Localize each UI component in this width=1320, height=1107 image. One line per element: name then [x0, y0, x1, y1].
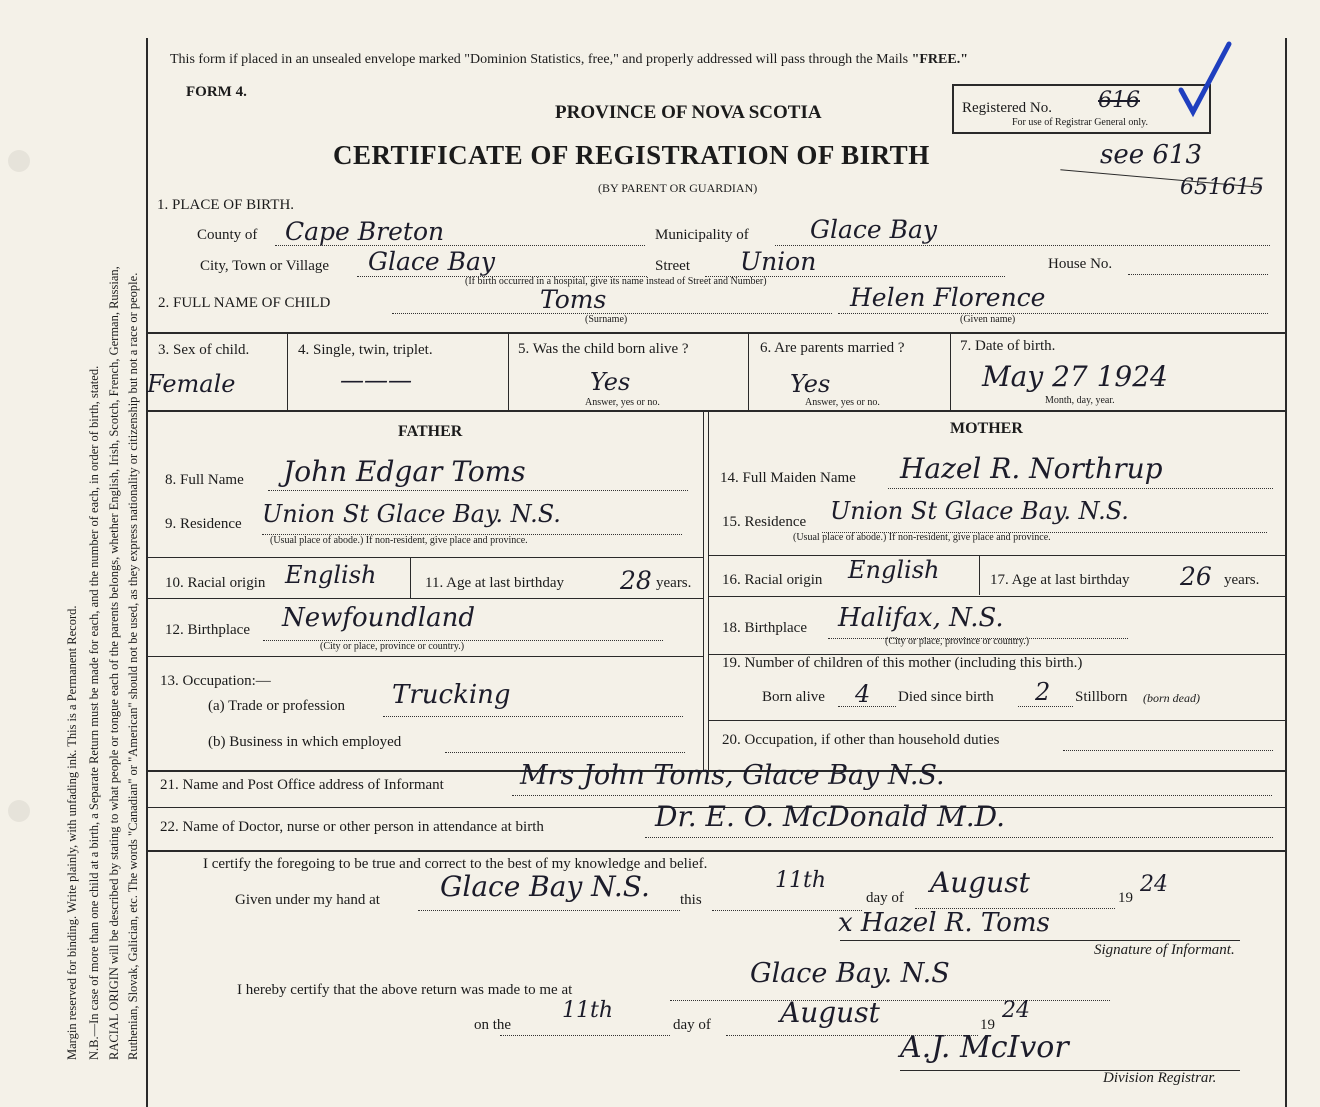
- reference-number: 651615: [1180, 175, 1264, 200]
- father-row-rule: [148, 557, 703, 558]
- house-number-label: House No.: [1048, 256, 1113, 272]
- mother-occupation-line: [1063, 750, 1273, 751]
- municipality-label: Municipality of: [655, 227, 749, 243]
- mother-name-line: [888, 488, 1273, 489]
- col-divider: [950, 332, 951, 412]
- registrar-statement: I hereby certify that the above return was made to me at: [237, 982, 573, 998]
- father-birthplace-value: Newfoundland: [282, 603, 476, 633]
- married-caption: Answer, yes or no.: [805, 397, 880, 408]
- place-of-birth-label: 1. PLACE OF BIRTH.: [157, 197, 295, 213]
- stillborn-caption: (born dead): [1143, 691, 1200, 705]
- registrar-signature-caption: Division Registrar.: [1103, 1070, 1217, 1086]
- registered-number: 616: [1098, 88, 1140, 113]
- county-label: County of: [197, 227, 258, 243]
- died-count: 2: [1035, 678, 1051, 706]
- parents-divider: [708, 412, 709, 772]
- informant-signature-line: [840, 940, 1240, 941]
- registrar-day-value: 11th: [562, 998, 614, 1023]
- given-under-label: Given under my hand at: [235, 892, 380, 908]
- died-label: Died since birth: [898, 689, 994, 705]
- informant-signature-caption: Signature of Informant.: [1094, 942, 1235, 958]
- margin-note-binding: Margin reserved for binding. Write plainly, with unfading ink. This is a Permanent Record.: [65, 605, 79, 1060]
- father-racial-value: English: [285, 561, 377, 589]
- dob-label: 7. Date of birth.: [960, 338, 1056, 354]
- born-alive-label: 5. Was the child born alive ?: [518, 341, 689, 357]
- mail-notice: This form if placed in an unsealed envelope marked "Dominion Statistics, free," and properly addressed will pass through the Mails "FREE.": [170, 52, 968, 67]
- mother-residence-value: Union St Glace Bay. N.S.: [830, 497, 1129, 525]
- father-age-label: 11. Age at last birthday: [425, 575, 564, 591]
- mother-row-rule: [708, 720, 1285, 721]
- died-line: [1018, 706, 1073, 707]
- registrar-day-of-label: day of: [673, 1017, 711, 1033]
- given-name-field-line: [838, 313, 1268, 314]
- mother-birthplace-value: Halifax, N.S.: [838, 603, 1004, 633]
- mother-years-label: years.: [1224, 572, 1260, 588]
- father-name-label: 8. Full Name: [165, 472, 244, 488]
- father-row-rule: [148, 598, 703, 599]
- father-trade-label: (a) Trade or profession: [208, 698, 346, 714]
- street-value: Union: [740, 247, 817, 276]
- child-name-label: 2. FULL NAME OF CHILD: [158, 295, 331, 311]
- given-year-prefix: 19: [1118, 890, 1133, 906]
- registrar-day-line: [500, 1035, 670, 1036]
- mother-name-value: Hazel R. Northrup: [900, 452, 1163, 485]
- sex-value: Female: [147, 370, 236, 398]
- registrar-year-prefix: 19: [980, 1017, 995, 1033]
- frame-left-rule: [146, 38, 148, 1107]
- registrar-year-value: 24: [1002, 998, 1030, 1023]
- mother-row-rule: [708, 596, 1285, 597]
- frame-right-rule: [1285, 38, 1287, 1107]
- registrar-place-value: Glace Bay. N.S: [750, 958, 950, 989]
- father-racial-label: 10. Racial origin: [165, 575, 266, 591]
- mother-children-label: 19. Number of children of this mother (including this birth.): [722, 655, 1083, 671]
- informant-signature: x Hazel R. Toms: [838, 908, 1050, 938]
- child-surname: Toms: [540, 285, 607, 314]
- hospital-note: (If birth occurred in a hospital, give its name instead of Street and Number): [465, 276, 767, 287]
- certificate-title: CERTIFICATE OF REGISTRATION OF BIRTH: [333, 140, 930, 170]
- col-divider: [748, 332, 749, 412]
- plurality-value: ———: [340, 366, 412, 394]
- father-name-line: [268, 490, 688, 491]
- mother-racial-label: 16. Racial origin: [722, 572, 823, 588]
- municipality-field-line: [775, 245, 1270, 246]
- mother-name-label: 14. Full Maiden Name: [720, 470, 856, 486]
- surname-caption: (Surname): [585, 314, 628, 325]
- given-place-line: [418, 910, 680, 911]
- dob-caption: Month, day, year.: [1045, 395, 1115, 406]
- given-month-value: August: [930, 866, 1030, 899]
- city-value: Glace Bay: [368, 247, 496, 276]
- form-number: FORM 4.: [186, 84, 247, 100]
- given-name-caption: (Given name): [960, 314, 1016, 325]
- informant-label: 21. Name and Post Office address of Informant: [160, 777, 444, 793]
- born-alive-count: 4: [855, 680, 871, 708]
- informant-line: [512, 795, 1272, 796]
- row-bottom-rule: [148, 410, 1285, 412]
- father-residence-label: 9. Residence: [165, 516, 242, 532]
- father-trade-value: Trucking: [392, 680, 511, 710]
- father-age-divider: [410, 558, 411, 598]
- father-birthplace-label: 12. Birthplace: [165, 622, 250, 638]
- given-place-value: Glace Bay N.S.: [440, 870, 650, 903]
- married-label: 6. Are parents married ?: [760, 340, 905, 356]
- row-top-rule: [148, 332, 1285, 334]
- dob-value: May 27 1924: [982, 360, 1168, 393]
- mother-birthplace-caption: (City or place, province or country.): [885, 636, 1030, 647]
- registered-label: Registered No.: [962, 100, 1052, 116]
- registrar-signature: A.J. McIvor: [900, 1030, 1069, 1065]
- col-divider: [287, 332, 288, 412]
- born-alive-value: Yes: [590, 368, 631, 396]
- stillborn-label: Stillborn: [1075, 689, 1128, 705]
- sex-label: 3. Sex of child.: [158, 342, 250, 358]
- this-label: this: [680, 892, 702, 908]
- given-day-value: 11th: [775, 868, 827, 893]
- street-label: Street: [655, 258, 690, 274]
- father-trade-line: [383, 716, 683, 717]
- col-divider: [508, 332, 509, 412]
- married-value: Yes: [790, 370, 831, 398]
- born-alive-count-label: Born alive: [762, 689, 825, 705]
- mother-heading: MOTHER: [950, 420, 1023, 437]
- registrar-only-note: For use of Registrar General only.: [1012, 117, 1148, 128]
- on-the-label: on the: [474, 1017, 512, 1033]
- plurality-label: 4. Single, twin, triplet.: [298, 342, 433, 358]
- doctor-line: [645, 837, 1273, 838]
- section-rule: [148, 850, 1285, 852]
- doctor-value: Dr. E. O. McDonald M.D.: [655, 800, 1005, 833]
- child-given-name: Helen Florence: [850, 283, 1046, 312]
- mother-age-value: 26: [1180, 562, 1212, 591]
- mother-residence-label: 15. Residence: [722, 514, 807, 530]
- father-occupation-label: 13. Occupation:—: [160, 673, 271, 689]
- city-label: City, Town or Village: [200, 258, 330, 274]
- parents-divider: [703, 412, 704, 772]
- check-mark-icon: [1175, 40, 1235, 120]
- certification-statement: I certify the foregoing to be true and correct to the best of my knowledge and belief.: [203, 856, 708, 872]
- mother-residence-caption: (Usual place of abode.) If non-resident, give place and province.: [793, 532, 1051, 543]
- province-heading: PROVINCE OF NOVA SCOTIA: [555, 102, 822, 123]
- father-business-label: (b) Business in which employed: [208, 734, 402, 750]
- see-annotation: see 613: [1100, 140, 1203, 170]
- certificate-subtitle: (BY PARENT OR GUARDIAN): [598, 181, 758, 195]
- father-residence-value: Union St Glace Bay. N.S.: [262, 500, 561, 528]
- binding-hole: [8, 800, 30, 822]
- born-alive-caption: Answer, yes or no.: [585, 397, 660, 408]
- mother-row-rule: [708, 555, 1285, 556]
- municipality-value: Glace Bay: [810, 215, 938, 244]
- margin-note-multiple-births: N.B.—In case of more than one child at a birth, a Separate Return must be made for each, and the number of each, in order of birth, stated.: [87, 365, 101, 1060]
- mother-age-divider: [979, 555, 980, 595]
- father-years-label: years.: [656, 575, 692, 591]
- registrar-place-line: [670, 1000, 1110, 1001]
- father-heading: FATHER: [398, 423, 463, 440]
- registrar-month-value: August: [780, 996, 880, 1029]
- father-business-line: [445, 752, 685, 753]
- binding-hole: [8, 150, 30, 172]
- father-age-value: 28: [620, 566, 652, 595]
- doctor-label: 22. Name of Doctor, nurse or other person in attendance at birth: [160, 819, 544, 835]
- mother-occupation-label: 20. Occupation, if other than household duties: [722, 732, 1000, 748]
- margin-note-nationality: Ruthenian, Slovak, Galician, etc. The words "Canadian" or "American" should not be used, as they express nationality or citizenship but not a race or people.: [126, 272, 140, 1060]
- mother-racial-value: English: [848, 556, 940, 584]
- informant-value: Mrs John Toms, Glace Bay N.S.: [520, 760, 945, 791]
- father-name-value: John Edgar Toms: [283, 455, 526, 488]
- mother-age-label: 17. Age at last birthday: [990, 572, 1130, 588]
- county-value: Cape Breton: [285, 217, 445, 246]
- house-number-field-line: [1128, 274, 1268, 275]
- given-year-value: 24: [1140, 872, 1168, 897]
- mother-birthplace-label: 18. Birthplace: [722, 620, 807, 636]
- father-row-rule: [148, 656, 703, 657]
- father-residence-caption: (Usual place of abode.) If non-resident, give place and province.: [270, 535, 528, 546]
- margin-note-racial-origin: RACIAL ORIGIN will be described by stating to what people or tongue each of the parents belongs, whether English, Irish, Scotch, French, German, Russian,: [107, 266, 121, 1060]
- father-birthplace-caption: (City or place, province or country.): [320, 641, 465, 652]
- given-day-of-label: day of: [866, 890, 904, 906]
